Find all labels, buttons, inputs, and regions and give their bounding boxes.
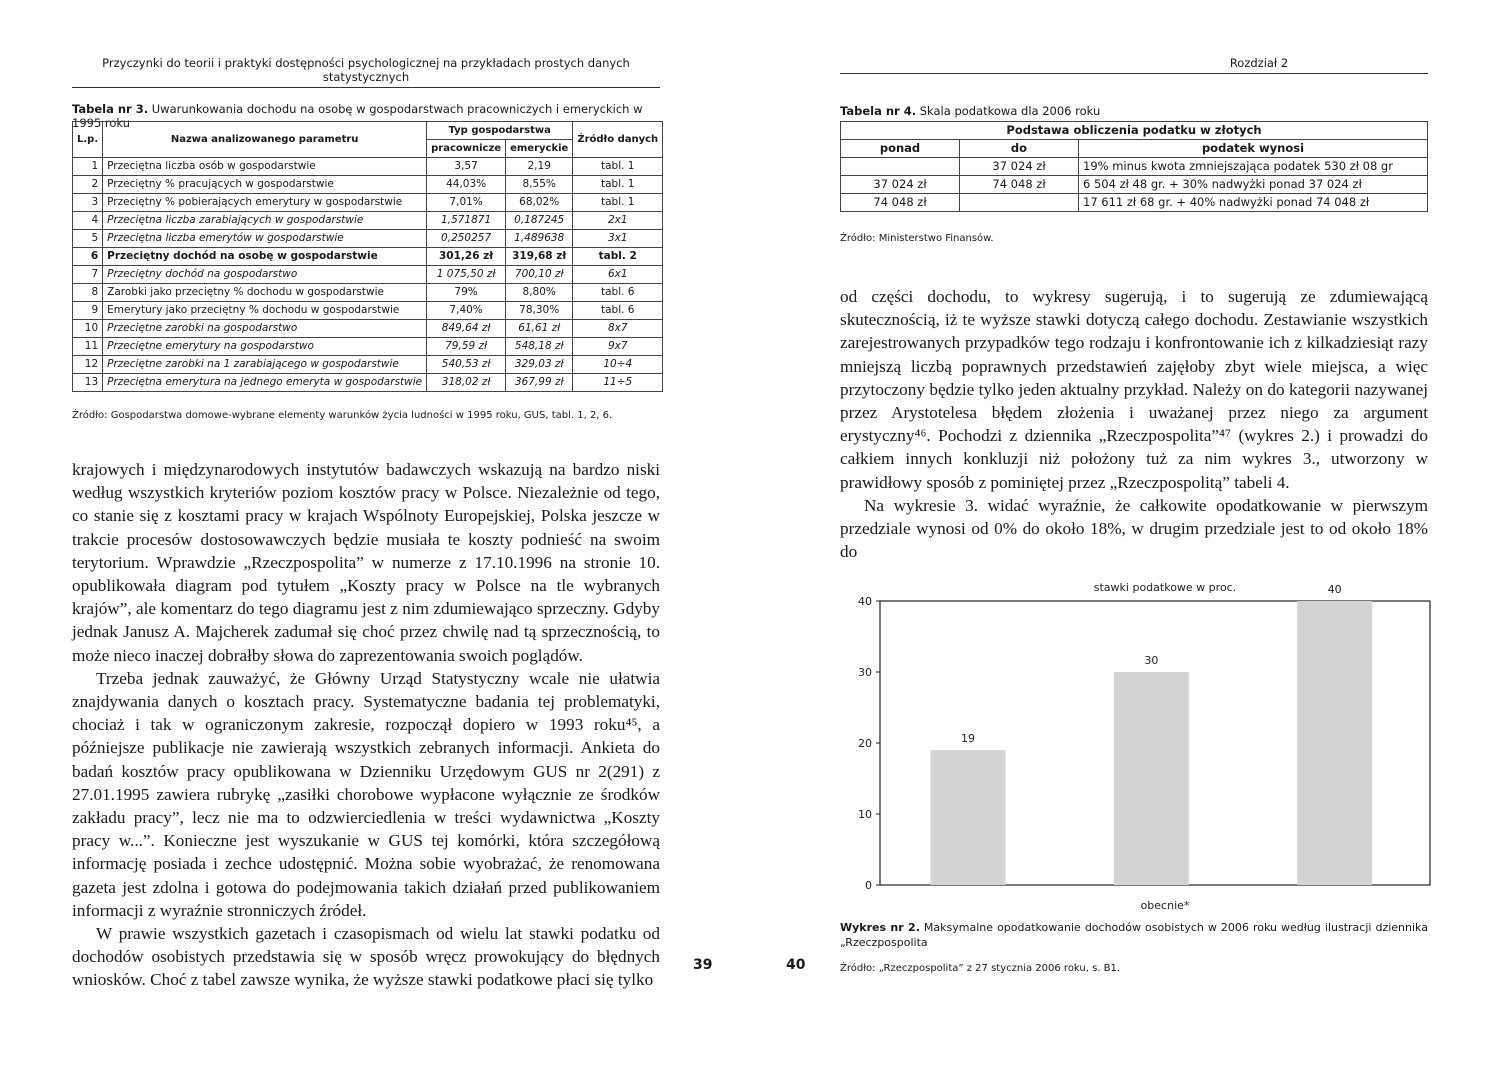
- table3-cell-lp: 5: [73, 230, 103, 248]
- table3-cell-lp: 13: [73, 374, 103, 392]
- table4-cell-tax: 6 504 zł 48 gr. + 30% nadwyżki ponad 37 024 zł: [1079, 176, 1428, 194]
- table3-body: [73, 158, 663, 392]
- table4-source: Źródło: Ministerstwo Finansów.: [840, 233, 994, 244]
- table3-cell-source: tabl. 1: [573, 194, 663, 212]
- table4: [840, 121, 1428, 212]
- table4-header-over: ponad: [841, 140, 960, 158]
- table3-cell-name: Przeciętne emerytury na gospodarstwo: [103, 338, 427, 356]
- table4-body: [841, 158, 1428, 212]
- chart-caption-label: Wykres nr 2.: [840, 921, 920, 934]
- table4-header-basis: Podstawa obliczenia podatku w złotych: [841, 122, 1428, 140]
- running-head-left: Przyczynki do teorii i praktyki dostępności psychologicznej na przykładach prostych danych statystycznych: [72, 56, 660, 88]
- table3-cell-lp: 7: [73, 266, 103, 284]
- table4-cell-to: 74 048 zł: [960, 176, 1079, 194]
- table3-cell-pensioners: 329,03 zł: [506, 356, 573, 374]
- table3-cell-name: Przeciętny % pracujących w gospodarstwie: [103, 176, 427, 194]
- table3-cell-lp: 3: [73, 194, 103, 212]
- table3-row: [73, 158, 663, 176]
- table3-row: [73, 212, 663, 230]
- left-paragraph-2: Trzeba jednak zauważyć, że Główny Urząd Statystyczny wcale nie ułatwia znajdywania danych o kosztach pracy. Systematyczne badania tej problematyki, chociaż i tak w ograniczonym zakresie, rozpoczął dopiero w 1993 roku⁴⁵, a późniejsze publikacje nie zawierają wszystkich zebranych informacji. Ankieta do badań kosztów pracy opublikowana w Dzienniku Urzędowym GUS nr 2(291) z 27.01.1995 zawiera rubrykę „zasiłki chorobowe wypłacone wyłącznie ze środków zakładu pracy”, lecz nie ma to odzwierciedlenia w treści wydawnictwa „Koszty pracy w...”. Konieczne jest wyszukanie w GUS tej komórki, która szczegółową informację posiada i zechce udostępnić. Można sobie wyobrażać, że renomowana gazeta jest zdolna i gotowa do podejmowania takich działań przed publikowaniem informacji z wyraźnie stronniczych źródeł.: [72, 668, 660, 920]
- table3-cell-source: 6x1: [573, 266, 663, 284]
- table3-header-type: Typ gospodarstwa: [427, 122, 573, 140]
- table3-cell-lp: 12: [73, 356, 103, 374]
- table3-cell-workers: 7,01%: [427, 194, 506, 212]
- table4-caption: [840, 104, 1428, 118]
- table4-cell-tax: 19% minus kwota zmniejszająca podatek 530 zł 08 gr: [1079, 158, 1428, 176]
- bar-value-label: 40: [1327, 583, 1342, 596]
- y-tick-label: 0: [865, 879, 872, 892]
- table3-cell-lp: 11: [73, 338, 103, 356]
- table3-row: [73, 194, 663, 212]
- table3-cell-workers: 540,53 zł: [427, 356, 506, 374]
- table3-cell-workers: 301,26 zł: [427, 248, 506, 266]
- table3-cell-source: 11÷5: [573, 374, 663, 392]
- table3-header-param: Nazwa analizowanego parametru: [103, 122, 427, 158]
- table3: [72, 121, 663, 392]
- table3-source: Źródło: Gospodarstwa domowe-wybrane elementy warunków życia ludności w 1995 roku, GUS, tabl. 1, 2, 6.: [72, 410, 613, 421]
- table3-cell-name: Przeciętne zarobki na 1 zarabiającego w gospodarstwie: [103, 356, 427, 374]
- table3-row: [73, 302, 663, 320]
- table3-row: [73, 356, 663, 374]
- table3-cell-workers: 849,64 zł: [427, 320, 506, 338]
- table3-row: [73, 266, 663, 284]
- table3-row: [73, 374, 663, 392]
- table3-cell-name: Przeciętny dochód na osobę w gospodarstwie: [103, 248, 427, 266]
- table3-cell-lp: 4: [73, 212, 103, 230]
- table3-cell-lp: 9: [73, 302, 103, 320]
- bar: [1297, 601, 1372, 885]
- table3-cell-name: Emerytury jako przeciętny % dochodu w gospodarstwie: [103, 302, 427, 320]
- table3-cell-pensioners: 548,18 zł: [506, 338, 573, 356]
- table3-cell-lp: 6: [73, 248, 103, 266]
- table3-cell-name: Przeciętna liczba zarabiających w gospodarstwie: [103, 212, 427, 230]
- table3-header-source: Źródło danych: [573, 122, 663, 158]
- right-page: [750, 0, 1500, 1068]
- table3-cell-workers: 7,40%: [427, 302, 506, 320]
- table3-cell-source: 10÷4: [573, 356, 663, 374]
- table4-cell-over: [841, 158, 960, 176]
- running-head-right: [840, 56, 1428, 74]
- chart-source: Źródło: „Rzeczpospolita” z 27 stycznia 2006 roku, s. B1.: [840, 963, 1121, 974]
- table3-cell-workers: 318,02 zł: [427, 374, 506, 392]
- table3-header-workers: pracownicze: [427, 140, 506, 158]
- table3-cell-lp: 2: [73, 176, 103, 194]
- left-paragraph-3: W prawie wszystkich gazetach i czasopismach od wielu lat stawki podatku od dochodów osobistych przedstawia się w sposób wręcz prowokujący do błędnych wniosków. Choć z tabel zawsze wynika, że wyższe stawki podatkowe płaci się tylko: [72, 924, 660, 990]
- left-body-text: [72, 458, 660, 992]
- table3-cell-pensioners: 0,187245: [506, 212, 573, 230]
- table4-caption-text: Skala podatkowa dla 2006 roku: [916, 104, 1101, 118]
- table3-caption-text: Uwarunkowania dochodu na osobę w gospodarstwach pracowniczych i emeryckich w 1995 roku: [72, 102, 643, 130]
- table3-cell-source: 9x7: [573, 338, 663, 356]
- table4-header-tax: podatek wynosi: [1079, 140, 1428, 158]
- table4-cell-to: [960, 194, 1079, 212]
- page-number-right: 40: [786, 957, 806, 973]
- table3-header-lp: L.p.: [73, 122, 103, 158]
- table3-row: [73, 248, 663, 266]
- table3-cell-name: Przeciętna liczba osób w gospodarstwie: [103, 158, 427, 176]
- table4-row: [841, 158, 1428, 176]
- table3-cell-workers: 44,03%: [427, 176, 506, 194]
- table3-caption-label: Tabela nr 3.: [72, 102, 149, 116]
- table3-cell-lp: 10: [73, 320, 103, 338]
- table3-cell-source: tabl. 6: [573, 284, 663, 302]
- table3-header-pensioners: emeryckie: [506, 140, 573, 158]
- table3-cell-pensioners: 700,10 zł: [506, 266, 573, 284]
- table3-cell-pensioners: 1,489638: [506, 230, 573, 248]
- table3-cell-workers: 3,57: [427, 158, 506, 176]
- chart-title: stawki podatkowe w proc.: [1093, 581, 1237, 594]
- table3-cell-source: tabl. 1: [573, 176, 663, 194]
- table3-cell-source: 8x7: [573, 320, 663, 338]
- table3-cell-pensioners: 367,99 zł: [506, 374, 573, 392]
- tax-rate-chart: [830, 575, 1440, 915]
- table3-cell-name: Przeciętny dochód na gospodarstwo: [103, 266, 427, 284]
- table3-cell-workers: 79,59 zł: [427, 338, 506, 356]
- table3-cell-name: Przeciętna liczba emerytów w gospodarstwie: [103, 230, 427, 248]
- table3-cell-pensioners: 61,61 zł: [506, 320, 573, 338]
- table3-cell-lp: 1: [73, 158, 103, 176]
- table3-cell-workers: 1,571871: [427, 212, 506, 230]
- y-tick-label: 30: [858, 666, 872, 679]
- y-tick-label: 20: [858, 737, 872, 750]
- right-body-text: [840, 285, 1428, 563]
- table4-cell-to: 37 024 zł: [960, 158, 1079, 176]
- table3-cell-source: 2x1: [573, 212, 663, 230]
- table3-cell-workers: 1 075,50 zł: [427, 266, 506, 284]
- table3-row: [73, 284, 663, 302]
- table3-row: [73, 230, 663, 248]
- y-tick-label: 40: [858, 595, 872, 608]
- table4-cell-tax: 17 611 zł 68 gr. + 40% nadwyżki ponad 74 048 zł: [1079, 194, 1428, 212]
- table3-cell-pensioners: 78,30%: [506, 302, 573, 320]
- left-paragraph-1: krajowych i międzynarodowych instytutów badawczych wskazują na bardzo niski według wszystkich kryteriów poziom kosztów pracy w Polsce. Niezależnie od tego, co stanie się z kosztami pracy w krajach Wspólnoty Europejskiej, Polska jeszcze w trakcie procesów dostosowawczych będzie musiała te koszty podnieść na swoim terytorium. Wprawdzie „Rzeczpospolita” w numerze z 17.10.1996 na stronie 10. opublikowała diagram pod tytułem „Koszty pracy w Polsce na tle wybranych krajów”, ale komentarz do tego diagramu jest z nim zdumiewająco sprzeczny. Gdyby jednak Janusz A. Majcherek zadumał się choć przez chwilę nad tą sprzecznością, to może nieco inaczej dobrałby słowa do zaprezentowania swoich poglądów.: [72, 460, 660, 665]
- table4-cell-over: 74 048 zł: [841, 194, 960, 212]
- table3-cell-pensioners: 68,02%: [506, 194, 573, 212]
- right-paragraph-2: Na wykresie 3. widać wyraźnie, że całkowite opodatkowanie w pierwszym przedziale wynosi od 0% do około 18%, w drugim przedziale jest to od około 18% do: [840, 495, 1428, 562]
- table3-row: [73, 176, 663, 194]
- bar: [931, 750, 1006, 885]
- table4-header-to: do: [960, 140, 1079, 158]
- table3-cell-name: Zarobki jako przeciętny % dochodu w gospodarstwie: [103, 284, 427, 302]
- table3-cell-source: 3x1: [573, 230, 663, 248]
- table3-cell-pensioners: 2,19: [506, 158, 573, 176]
- table3-cell-source: tabl. 1: [573, 158, 663, 176]
- chart-caption-text: Maksymalne opodatkowanie dochodów osobistych w 2006 roku według ilustracji dziennika „Rzeczpospolita: [840, 921, 1428, 949]
- table4-row: [841, 194, 1428, 212]
- bar: [1114, 672, 1189, 885]
- table3-cell-name: Przeciętna emerytura na jednego emeryta w gospodarstwie: [103, 374, 427, 392]
- table4-caption-label: Tabela nr 4.: [840, 104, 917, 118]
- chart-xlabel: obecnie*: [1140, 899, 1190, 912]
- page-number-left: 39: [693, 957, 713, 973]
- table3-cell-source: tabl. 2: [573, 248, 663, 266]
- table3-cell-pensioners: 319,68 zł: [506, 248, 573, 266]
- table3-cell-workers: 79%: [427, 284, 506, 302]
- bar-value-label: 30: [1144, 654, 1159, 667]
- table4-row: [841, 176, 1428, 194]
- right-paragraph-1: od części dochodu, to wykresy sugerują, i to sugerują ze zdumiewającą skutecznością, iż te wyższe stawki dotyczą całego dochodu. Zestawianie wszystkich zarejestrowanych przypadków tego rodzaju i konfrontowanie ich z kilkadziesiąt razy mniejszą liczbą poprawnych przedstawień zajęłoby zbyt wiele miejsca, a więc przytoczony będzie tylko jeden aktualny przykład. Należy on do kategorii nazywanej przez Arystotelesa błędem złożenia i uważanej przez niego za argument erystyczny⁴⁶. Pochodzi z dziennika „Rzeczpospolita”⁴⁷ (wykres 2.) i prowadzi do całkiem innych konkluzji niż położony tuż za nim wykres 3., utworzony w prawidłowy sposób z pominiętej przez „Rzeczpospolitą” tabeli 4.: [840, 287, 1428, 492]
- table3-cell-pensioners: 8,80%: [506, 284, 573, 302]
- table3-cell-lp: 8: [73, 284, 103, 302]
- table3-row: [73, 338, 663, 356]
- table3-cell-source: tabl. 6: [573, 302, 663, 320]
- bar-value-label: 19: [961, 732, 975, 746]
- table3-cell-workers: 0,250257: [427, 230, 506, 248]
- table3-cell-name: Przeciętne zarobki na gospodarstwo: [103, 320, 427, 338]
- table3-cell-name: Przeciętny % pobierających emerytury w gospodarstwie: [103, 194, 427, 212]
- table4-cell-over: 37 024 zł: [841, 176, 960, 194]
- table3-cell-pensioners: 8,55%: [506, 176, 573, 194]
- running-head-right-text: Rozdział 2: [1229, 56, 1289, 70]
- y-tick-label: 10: [858, 808, 872, 821]
- chart-caption: [840, 920, 1428, 950]
- chart-plot: [858, 583, 1430, 892]
- table3-row: [73, 320, 663, 338]
